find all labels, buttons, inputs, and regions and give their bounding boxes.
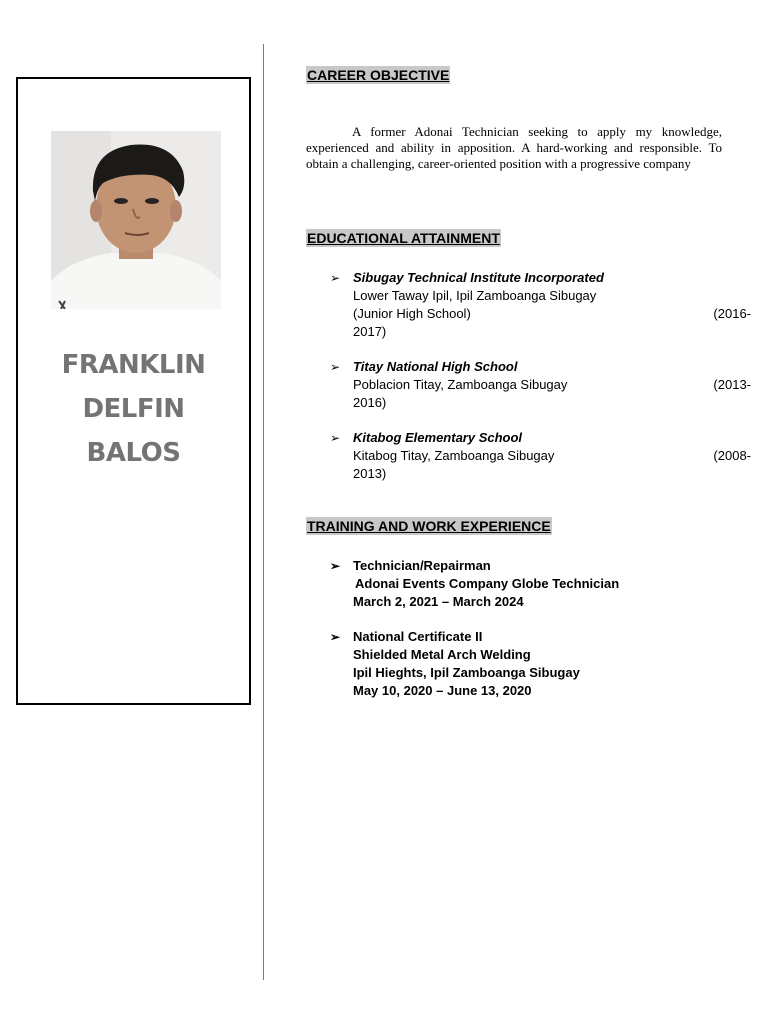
heading-career-objective: CAREER OBJECTIVE xyxy=(307,67,450,83)
arrow-bullet-icon: ➢ xyxy=(330,431,341,445)
school-address: Lower Taway Ipil, Ipil Zamboanga Sibugay xyxy=(353,288,597,303)
school-address: Poblacion Titay, Zamboanga Sibugay xyxy=(353,377,568,392)
years-start: (2008- xyxy=(713,448,751,463)
work-title: Technician/Repairman xyxy=(353,558,491,573)
objective-text: A former Adonai Technician seeking to apply my knowledge, experienced and ability in apposition. A hard-working and responsible. To obtain a challenging, career-oriented position with a progressive company xyxy=(306,124,722,171)
work-detail: Shielded Metal Arch Welding xyxy=(353,647,531,662)
person-photo-image xyxy=(51,131,221,309)
full-name xyxy=(18,343,249,475)
work-place: Ipil Hieghts, Ipil Zamboanga Sibugay xyxy=(353,665,580,680)
school-name: Sibugay Technical Institute Incorporated xyxy=(353,270,604,285)
heading-educational-attainment: EDUCATIONAL ATTAINMENT xyxy=(307,230,500,246)
profile-photo xyxy=(51,131,221,309)
work-title: National Certificate II xyxy=(353,629,483,644)
name-first: FRANKLIN xyxy=(61,350,206,380)
education-item xyxy=(306,358,768,412)
years-end: 2016) xyxy=(353,395,387,410)
work-dates: May 10, 2020 – June 13, 2020 xyxy=(353,683,532,698)
years-start: (2016- xyxy=(713,306,751,321)
education-item xyxy=(306,269,768,341)
education-item xyxy=(306,429,768,483)
school-address: Kitabog Titay, Zamboanga Sibugay xyxy=(353,448,555,463)
work-dates: March 2, 2021 – March 2024 xyxy=(353,594,524,609)
arrow-bullet-icon: ➢ xyxy=(330,630,341,644)
heading-training-work: TRAINING AND WORK EXPERIENCE xyxy=(307,518,551,534)
years-start: (2013- xyxy=(713,377,751,392)
vertical-divider xyxy=(263,44,264,980)
arrow-bullet-icon: ➢ xyxy=(330,360,341,374)
name-last: BALOS xyxy=(86,438,181,468)
school-level: (Junior High School) xyxy=(353,306,471,321)
work-item xyxy=(306,628,768,700)
arrow-bullet-icon: ➢ xyxy=(330,271,341,285)
work-company: Adonai Events Company Globe Technician xyxy=(355,576,620,591)
years-end: 2017) xyxy=(353,324,387,339)
work-item xyxy=(306,557,768,611)
arrow-bullet-icon: ➢ xyxy=(330,559,341,573)
school-name: Titay National High School xyxy=(353,359,518,374)
school-name: Kitabog Elementary School xyxy=(353,430,523,445)
profile-panel xyxy=(16,77,251,705)
years-end: 2013) xyxy=(353,466,387,481)
name-middle: DELFIN xyxy=(82,394,185,424)
